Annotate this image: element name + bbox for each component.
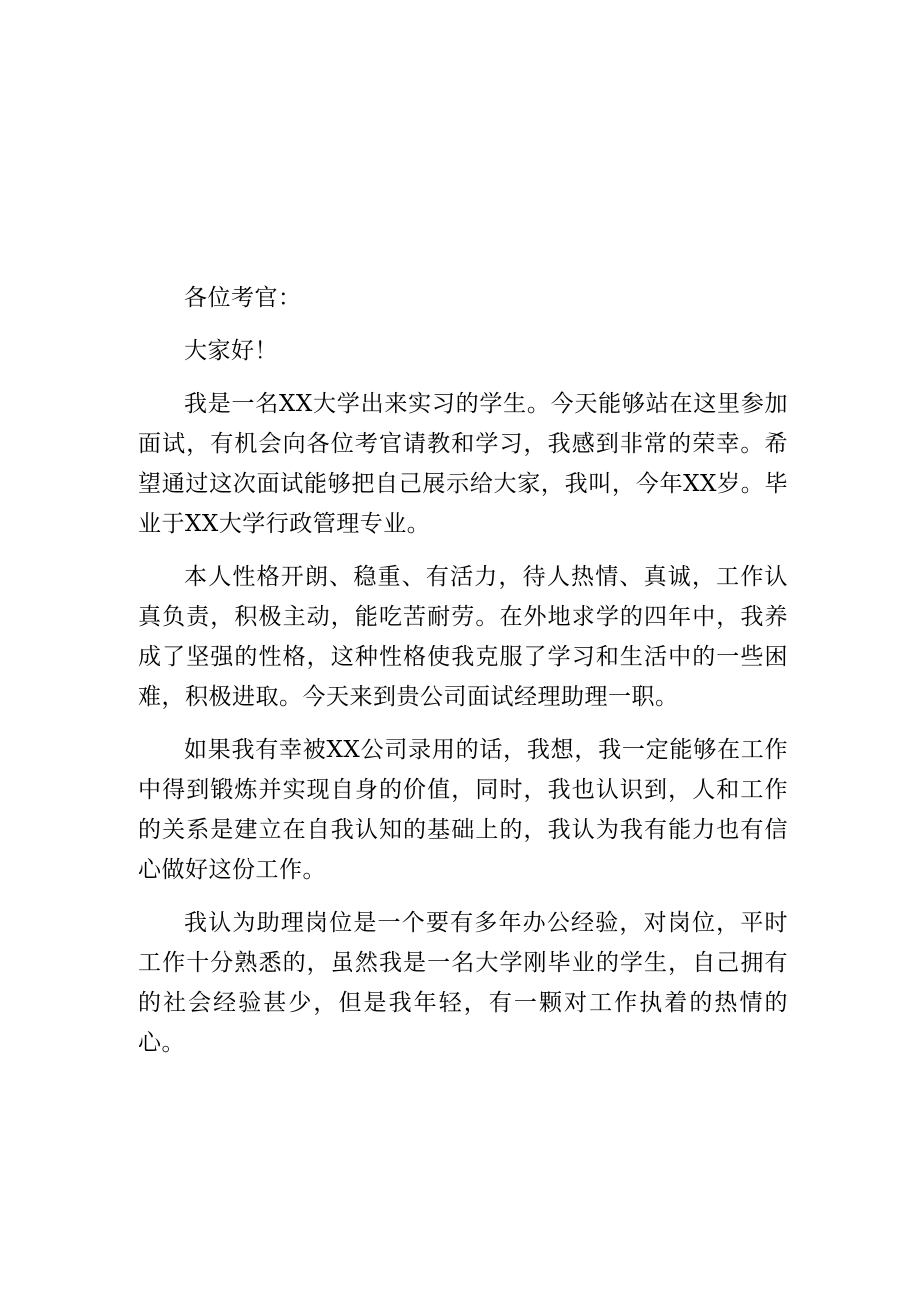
paragraph-position-view: 我认为助理岗位是一个要有多年办公经验，对岗位，平时工作十分熟悉的，虽然我是一名大学刚毕业的学生，自己拥有的社会经验甚少，但是我年轻，有一颗对工作执着的热情的心。 <box>138 910 788 1056</box>
salutation-examiners: 各位考官： <box>184 285 302 311</box>
salutation-greeting: 大家好！ <box>184 338 278 364</box>
paragraph-motivation: 如果我有幸被XX公司录用的话，我想，我一定能够在工作中得到锻炼并实现自身的价值，同时，我也认识到，人和工作的关系是建立在自我认知的基础上的，我认为我有能力也有信心做好这份工作。 <box>138 737 788 883</box>
paragraph-introduction: 我是一名XX大学出来实习的学生。今天能够站在这里参加面试，有机会向各位考官请教和学习，我感到非常的荣幸。希望通过这次面试能够把自己展示给大家，我叫，今年XX岁。毕业于XX大学行政管理专业。 <box>138 391 788 537</box>
paragraph-personality: 本人性格开朗、稳重、有活力，待人热情、真诚，工作认真负责，积极主动，能吃苦耐劳。在外地求学的四年中，我养成了坚强的性格，这种性格使我克服了学习和生活中的一些困难，积极进取。今天来到贵公司面试经理助理一职。 <box>138 564 788 710</box>
document-body <box>138 278 788 1076</box>
